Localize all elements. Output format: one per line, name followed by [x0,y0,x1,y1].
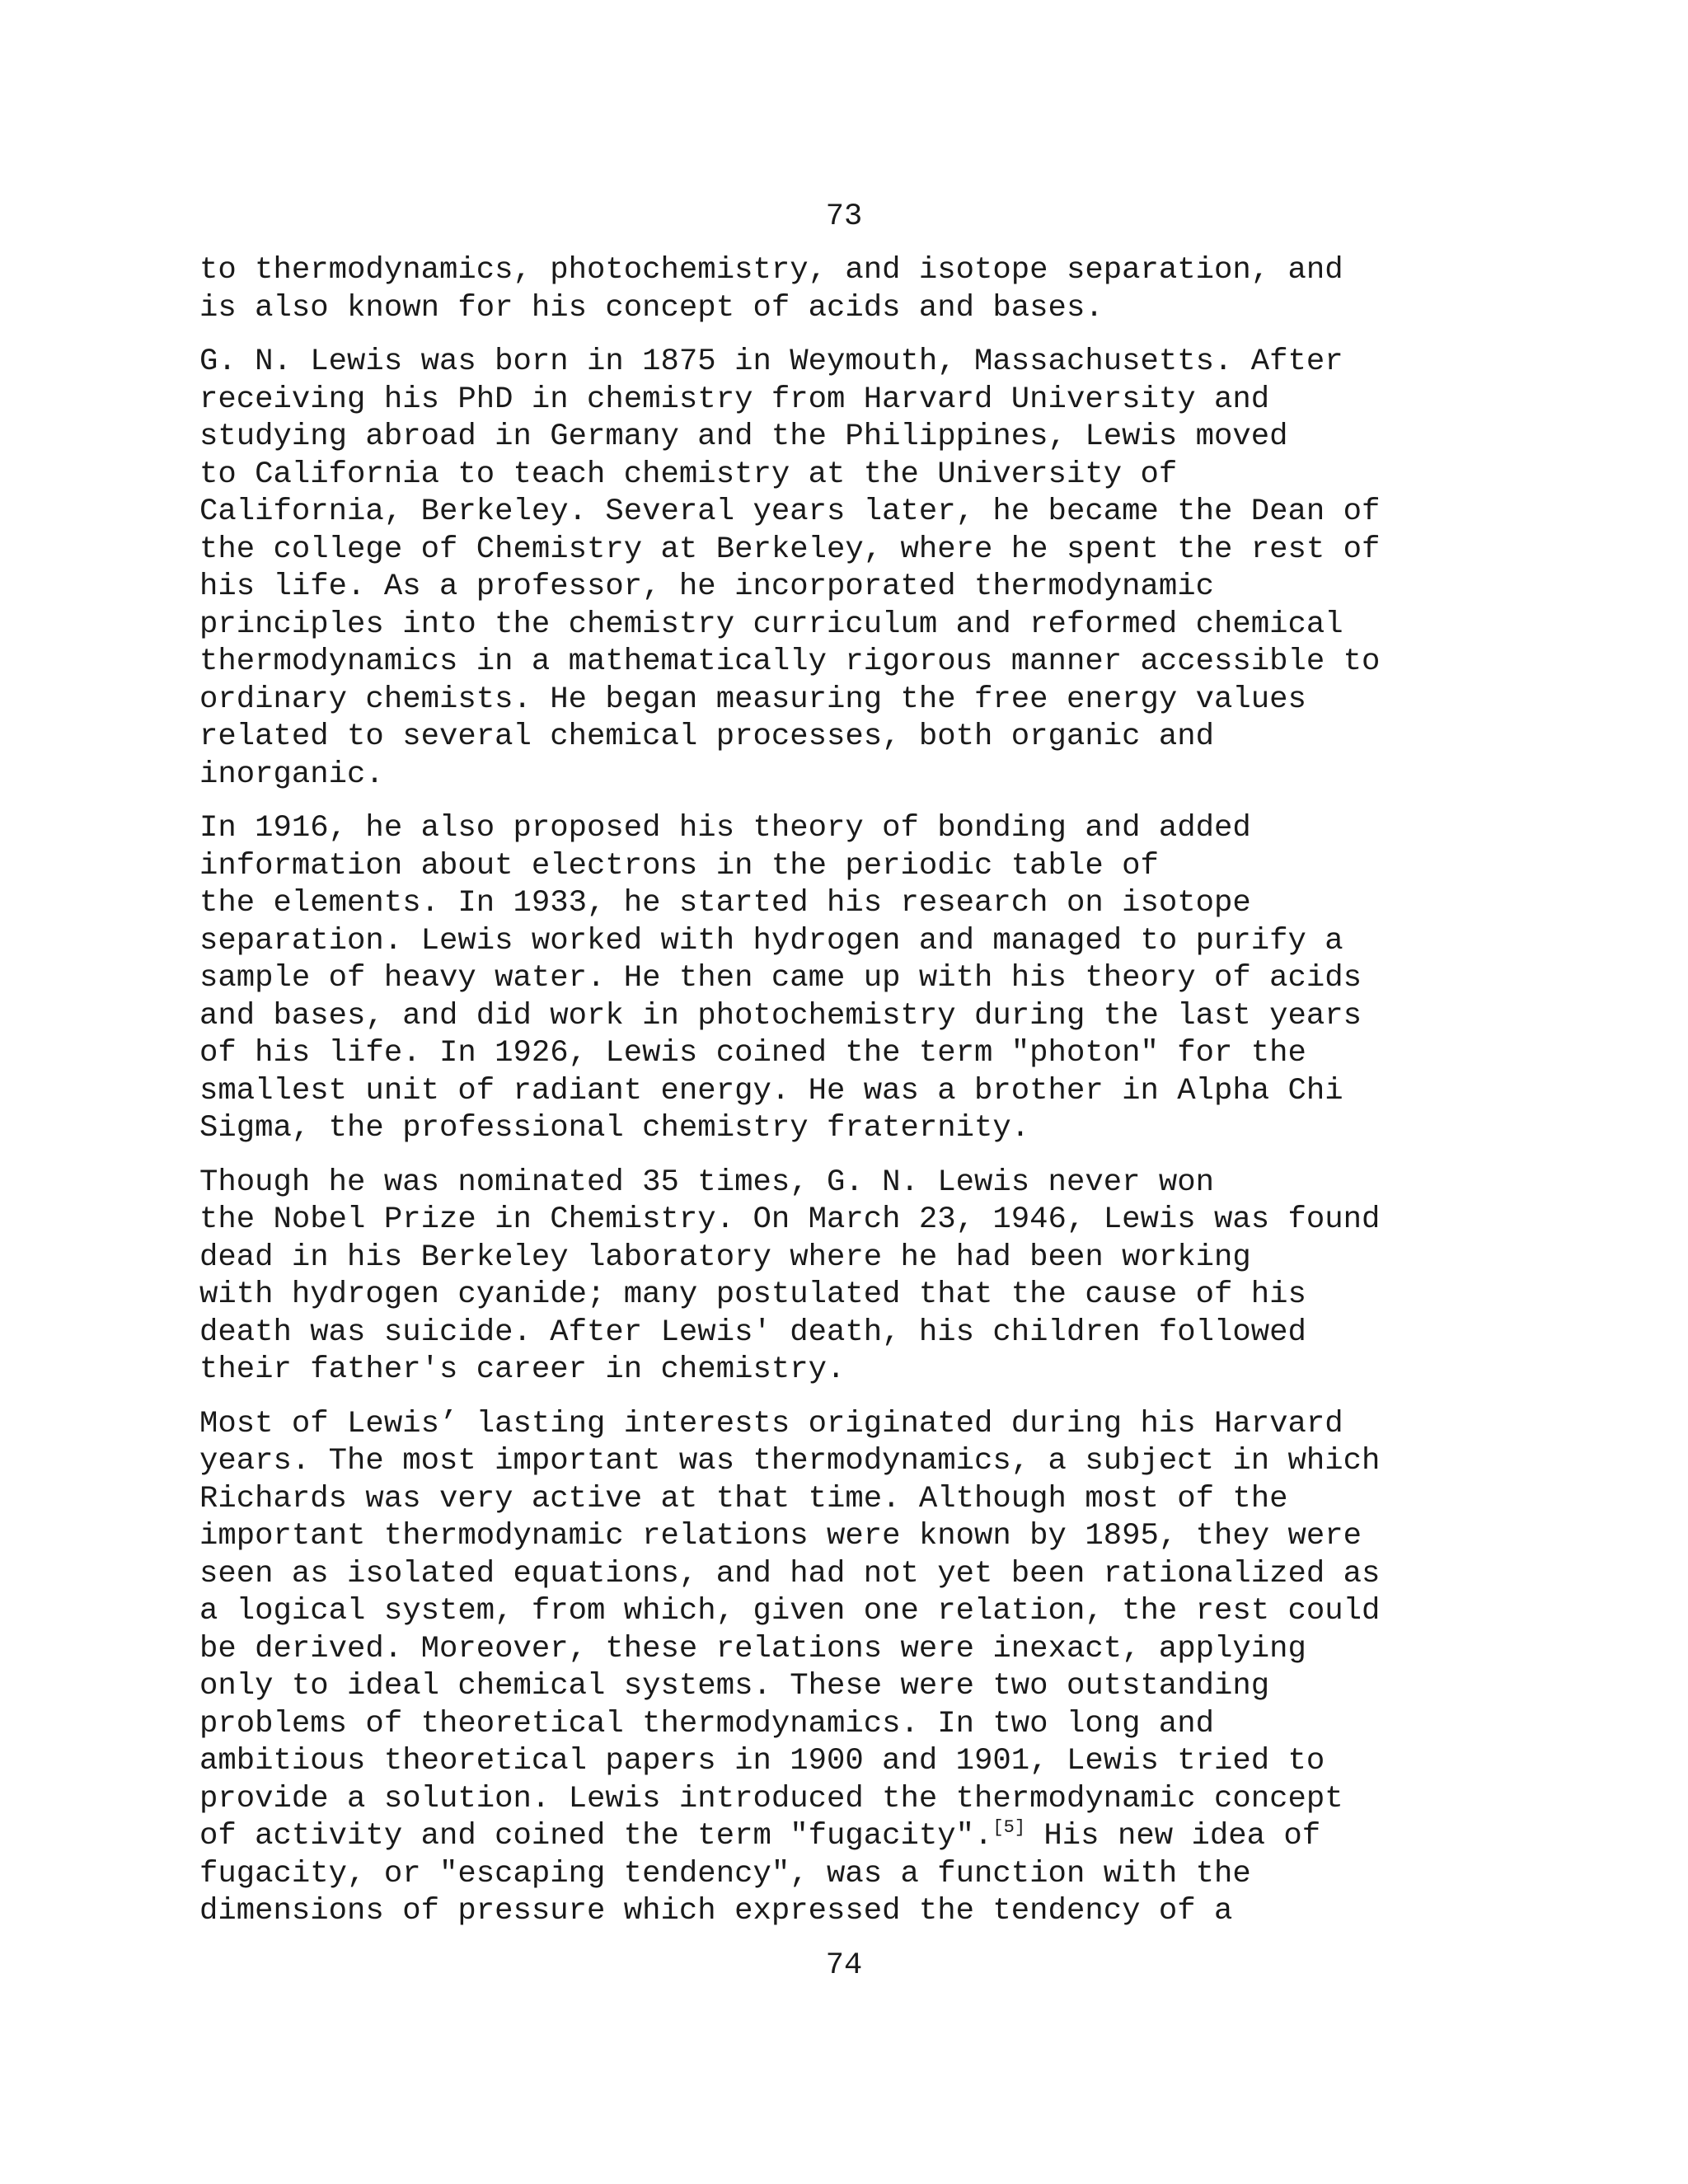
text-line: dimensions of pressure which expressed the tendency of a [199,1894,1233,1929]
text-line: the elements. In 1933, he started his research on isotope [199,886,1251,921]
body-text [199,252,1485,1931]
text-line: his life. As a professor, he incorporated thermodynamic [199,569,1214,604]
text-line: problems of theoretical thermodynamics. In two long and [199,1706,1214,1741]
text-line: California, Berkeley. Several years later, he became the Dean of [199,494,1381,529]
text-line: only to ideal chemical systems. These were two outstanding [199,1669,1270,1704]
text-line: In 1916, he also proposed his theory of bonding and added [199,811,1251,846]
text-line: ambitious theoretical papers in 1900 and 1901, Lewis tried to [199,1744,1325,1779]
text-line: of his life. In 1926, Lewis coined the term "photon" for the [199,1036,1306,1071]
text-line: dead in his Berkeley laboratory where he had been working [199,1240,1251,1275]
text-line: smallest unit of radiant energy. He was a brother in Alpha Chi [199,1073,1343,1108]
text-line-segment: of activity and coined the term "fugacity". [199,1819,993,1854]
text-line: information about electrons in the periodic table of [199,848,1159,883]
text-line-with-citation [199,1818,1485,1856]
text-line: fugacity, or "escaping tendency", was a function with the [199,1856,1251,1891]
text-line: Though he was nominated 35 times, G. N. Lewis never won [199,1165,1214,1200]
text-line: Most of Lewis’ lasting interests originated during his Harvard [199,1406,1343,1441]
text-line: with hydrogen cyanide; many postulated that the cause of his [199,1277,1306,1312]
text-line: and bases, and did work in photochemistry during the last years [199,998,1362,1033]
text-line: seen as isolated equations, and had not yet been rationalized as [199,1556,1381,1591]
text-line-segment: His new idea of [1025,1819,1321,1854]
text-line: G. N. Lewis was born in 1875 in Weymouth, Massachusetts. After [199,344,1343,379]
text-line: thermodynamics in a mathematically rigorous manner accessible to [199,644,1381,679]
paragraph-4 [199,1165,1485,1390]
paragraph-2 [199,344,1485,794]
page-number-bottom: 74 [825,1948,863,1983]
text-line: sample of heavy water. He then came up with his theory of acids [199,961,1362,996]
text-line: related to several chemical processes, both organic and [199,719,1214,754]
text-line: principles into the chemistry curriculum and reformed chemical [199,607,1343,642]
text-line: a logical system, from which, given one relation, the rest could [199,1594,1381,1629]
text-line: Sigma, the professional chemistry fraternity. [199,1111,1030,1146]
page-number-top: 73 [825,199,863,234]
text-line: Richards was very active at that time. Although most of the [199,1481,1288,1516]
citation-reference: [5] [992,1817,1026,1838]
text-line: receiving his PhD in chemistry from Harvard University and [199,382,1270,417]
text-line: provide a solution. Lewis introduced the thermodynamic concept [199,1781,1343,1816]
text-line: inorganic. [199,757,384,792]
text-line: to California to teach chemistry at the University of [199,457,1178,492]
text-line: studying abroad in Germany and the Philippines, Lewis moved [199,419,1288,454]
text-line: their father's career in chemistry. [199,1352,846,1387]
text-line: important thermodynamic relations were known by 1895, they were [199,1519,1362,1554]
paragraph-1 [199,252,1485,327]
paragraph-3 [199,810,1485,1148]
text-line: ordinary chemists. He began measuring the free energy values [199,682,1306,717]
text-line: is also known for his concept of acids and bases. [199,290,1104,326]
text-line: to thermodynamics, photochemistry, and isotope separation, and [199,253,1343,288]
text-line: death was suicide. After Lewis' death, his children followed [199,1315,1306,1350]
text-line: separation. Lewis worked with hydrogen and managed to purify a [199,923,1343,958]
text-line: the college of Chemistry at Berkeley, where he spent the rest of [199,532,1381,567]
text-line: years. The most important was thermodynamics, a subject in which [199,1444,1381,1479]
text-line: the Nobel Prize in Chemistry. On March 23, 1946, Lewis was found [199,1202,1381,1237]
paragraph-5 [199,1406,1485,1931]
text-line: be derived. Moreover, these relations were inexact, applying [199,1631,1306,1666]
